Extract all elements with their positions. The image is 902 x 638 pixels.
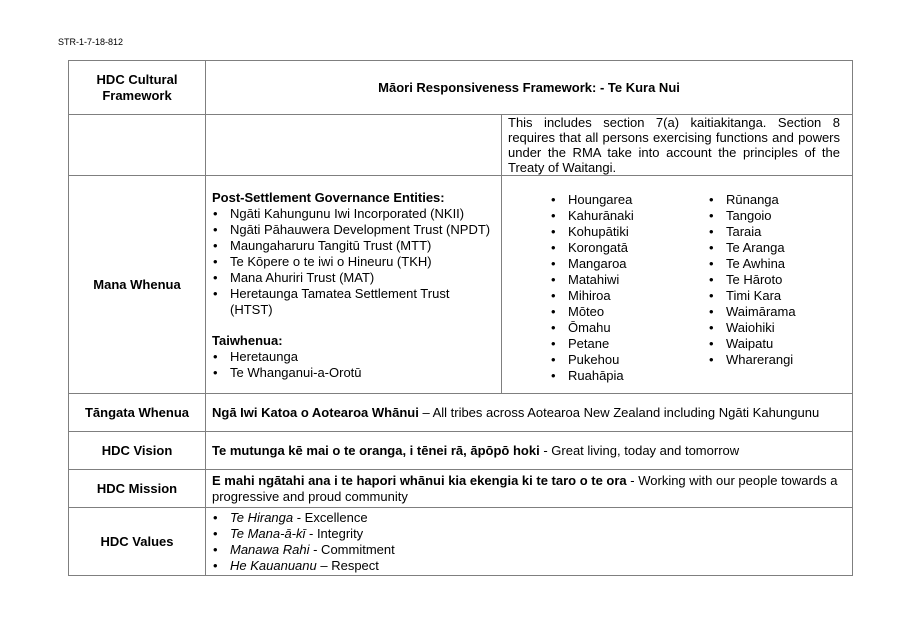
value-list-item [212, 558, 846, 574]
vision-english: - Great living, today and tomorrow [539, 442, 740, 458]
marae-list-item: • Waiohiki [708, 320, 796, 336]
mission-row [69, 470, 853, 508]
psge-list-item: • Mana Ahuriri Trust (MAT) [212, 270, 495, 286]
psge-list [212, 206, 495, 318]
vision-maori: Te mutunga kē mai o te oranga, i tēnei rā, āpōpō hoki [212, 442, 540, 458]
psge-list-item: • Ngāti Pāhauwera Development Trust (NPDT) [212, 222, 495, 238]
vision-row [69, 432, 853, 470]
mana-whenua-row [69, 176, 853, 394]
marae-list-item: • Korongatā [550, 240, 708, 256]
mission-english: - Working with our people towards a progressive and proud community [212, 472, 838, 504]
value-list-item [212, 526, 846, 542]
treaty-note-cell: This includes section 7(a) kaitiakitanga. Section 8 requires that all persons exercising functions and powers under the RMA take into account the principles of the Treaty of Waitangi. [502, 115, 853, 176]
treaty-empty-cell-2 [206, 115, 502, 176]
values-label: HDC Values [69, 508, 206, 576]
taiwhenua-list-item: • Te Whanganui-a-Orotū [212, 365, 495, 381]
marae-list-item: • Ōmahu [550, 320, 708, 336]
psge-heading: Post-Settlement Governance Entities: [212, 190, 445, 205]
marae-list-item: • Waimārama [708, 304, 796, 320]
marae-list-item: • Mangaroa [550, 256, 708, 272]
value-list-item [212, 542, 846, 558]
header-title-cell: Māori Responsiveness Framework: - Te Kura Nui [206, 61, 853, 115]
value-english: - Integrity [305, 525, 364, 541]
psge-cell [206, 176, 502, 394]
marae-list-item: • Mōteo [550, 304, 708, 320]
tangata-whenua-english: – All tribes across Aotearoa New Zealand including Ngāti Kahungunu [418, 404, 820, 420]
marae-cell [502, 176, 853, 394]
treaty-empty-cell [69, 115, 206, 176]
psge-list-item: • Te Kōpere o te iwi o Hineuru (TKH) [212, 254, 495, 270]
tangata-whenua-cell [206, 394, 853, 432]
document-reference: STR-1-7-18-812 [58, 37, 124, 47]
mission-label: HDC Mission [69, 470, 206, 508]
value-english: – Respect [316, 557, 379, 573]
taiwhenua-list [212, 349, 495, 381]
tangata-whenua-row [69, 394, 853, 432]
tangata-whenua-label: Tāngata Whenua [69, 394, 206, 432]
marae-list-item: • Ruahāpia [550, 368, 708, 384]
marae-list-item: • Te Hāroto [708, 272, 796, 288]
marae-list-item: • Waipatu [708, 336, 796, 352]
mission-maori: E mahi ngātahi ana i te hapori whānui kia ekengia ki te taro o te ora [212, 472, 627, 488]
tangata-whenua-maori: Ngā Iwi Katoa o Aotearoa Whānui [212, 404, 419, 420]
values-list [212, 510, 846, 574]
value-english: - Commitment [309, 541, 395, 557]
vision-label: HDC Vision [69, 432, 206, 470]
marae-list-item: • Pukehou [550, 352, 708, 368]
marae-list-item: • Rūnanga [708, 192, 796, 208]
marae-list-item: • Te Aranga [708, 240, 796, 256]
marae-columns [502, 192, 852, 384]
marae-list-item: • Houngarea [550, 192, 708, 208]
marae-list-right [708, 192, 796, 384]
vision-cell [206, 432, 853, 470]
marae-list-item: • Petane [550, 336, 708, 352]
mana-whenua-label: Mana Whenua [69, 176, 206, 394]
psge-list-item: • Heretaunga Tamatea Settlement Trust (HTST) [212, 286, 495, 318]
value-maori: Te Mana-ā-kī [230, 525, 306, 541]
values-row [69, 508, 853, 576]
marae-list-left [550, 192, 708, 384]
treaty-row [69, 115, 853, 176]
marae-list-item: • Timi Kara [708, 288, 796, 304]
header-left-cell: HDC Cultural Framework [69, 61, 206, 115]
value-list-item [212, 510, 846, 526]
taiwhenua-list-item: • Heretaunga [212, 349, 495, 365]
marae-list-item: • Kahurānaki [550, 208, 708, 224]
marae-list-item: • Te Awhina [708, 256, 796, 272]
psge-list-item: • Maungaharuru Tangitū Trust (MTT) [212, 238, 495, 254]
value-maori: Manawa Rahi [230, 541, 310, 557]
marae-list-item: • Tangoio [708, 208, 796, 224]
marae-list-item: • Wharerangi [708, 352, 796, 368]
marae-list-item: • Taraia [708, 224, 796, 240]
value-maori: Te Hiranga [230, 509, 294, 525]
mission-cell [206, 470, 853, 508]
taiwhenua-heading: Taiwhenua: [212, 333, 283, 348]
value-maori: He Kauanuanu [230, 557, 317, 573]
framework-table [68, 60, 853, 576]
marae-list-item: • Kohupātiki [550, 224, 708, 240]
value-english: - Excellence [293, 509, 368, 525]
psge-list-item: • Ngāti Kahungunu Iwi Incorporated (NKII) [212, 206, 495, 222]
marae-list-item: • Matahiwi [550, 272, 708, 288]
marae-list-item: • Mihiroa [550, 288, 708, 304]
values-cell [206, 508, 853, 576]
header-row [69, 61, 853, 115]
